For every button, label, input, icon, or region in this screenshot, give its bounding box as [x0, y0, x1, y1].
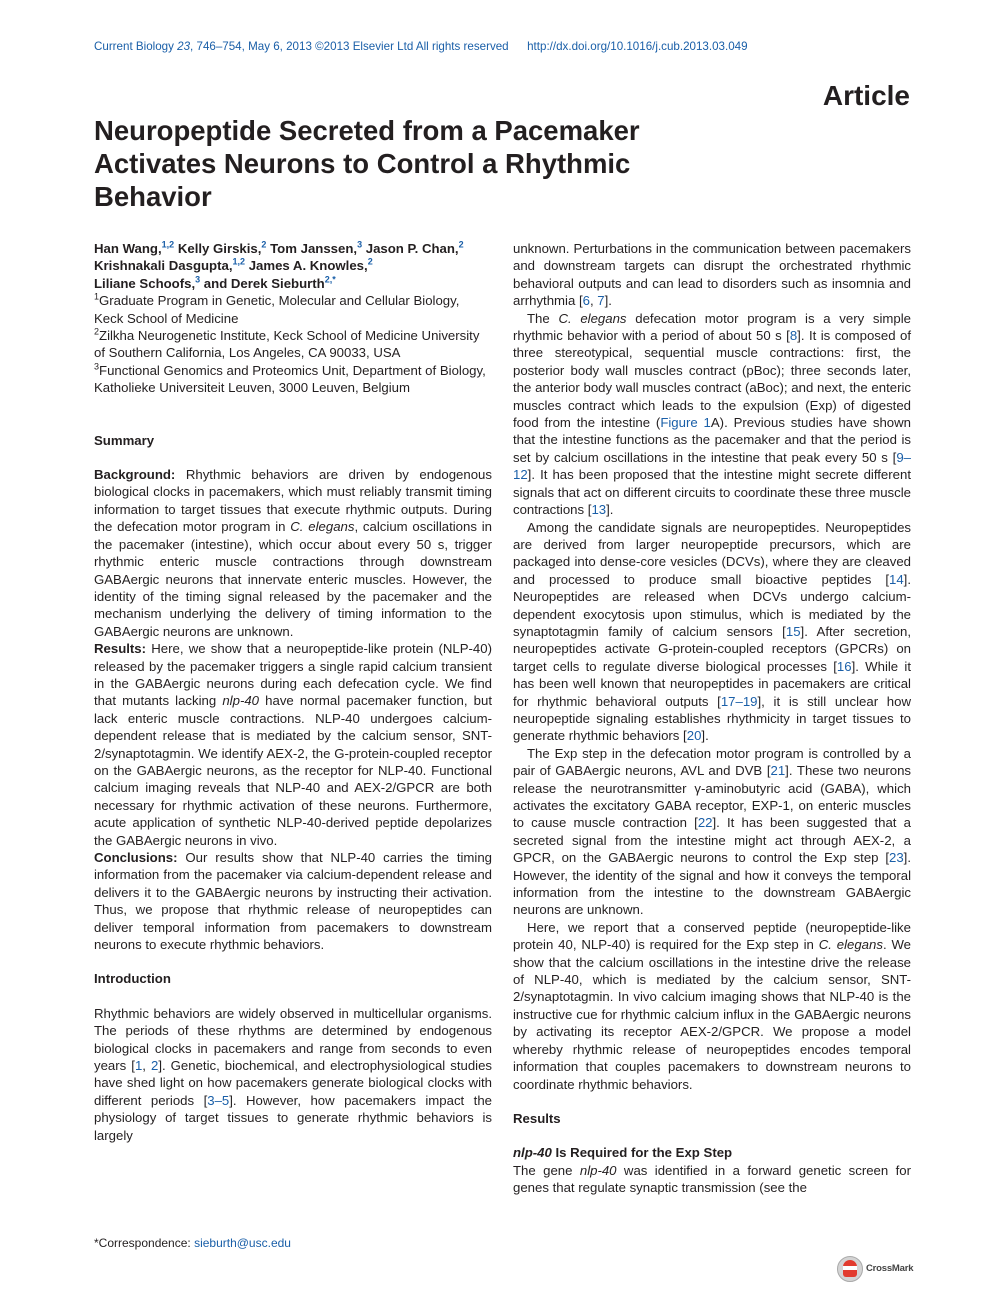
journal-name[interactable]: Current Biology [94, 40, 174, 53]
ref-link[interactable]: 14 [889, 571, 904, 587]
ref-link[interactable]: 20 [686, 728, 702, 744]
author: Kelly Girskis, [174, 241, 262, 256]
crossmark-badge[interactable] [837, 1256, 917, 1282]
journal-volume: 23 [177, 40, 191, 53]
ref-link[interactable]: 3–5 [207, 1092, 230, 1108]
figure-link[interactable]: Figure 1 [660, 415, 711, 431]
correspondence: *Correspondence: sieburth@usc.edu [94, 1236, 291, 1250]
ref-link[interactable]: 22 [697, 815, 713, 831]
affiliation: $^3$Functional Genomics and Proteomics Unit, Department of Biology, Katholieke Universiteit Leuven, 3000 Leuven, Belgium [94, 361, 486, 396]
author: Liliane Schoofs, [94, 275, 196, 291]
body-paragraph: Among the candidate signals are neuropeptides. Neuropeptides are derived from larger neuropeptide precursors, which are packaged into dense-core vesicles (DCVs), where they are cleaved and processed to produce small bioactive peptides [14]. Neuropeptides are released when DCVs undergo calcium-dependent exocytosis upon stimulus, which is mediated by the synaptotagmin family of calcium sensors [15]. After secretion, neuropeptides activate G-protein-coupled receptors (GPCRs) on target cells to regulate diverse biological processes [16]. While it has been well known that neuropeptides in pacemakers are critical for rhythmic behavioral outputs [17–19], it is still unclear how neuropeptide signaling establishes rhythmicity in target tissues to generate rhythmic behaviors [20]. [513, 519, 911, 744]
left-column [94, 240, 492, 1144]
author: Han Wang, [94, 241, 162, 256]
crossmark-label: CrossMark [866, 1263, 914, 1274]
ref-link[interactable]: 8 [789, 328, 798, 344]
author: Tom Janssen, [266, 241, 358, 256]
journal-citation: Current Biology 23, 746–754, May 6, 2013 ©2013 Elsevier Ltd All rights reserved http://dx.doi.org/10.1016/j.cub.2013.03.049 [94, 40, 748, 53]
ref-link[interactable]: 13 [591, 502, 607, 518]
affiliation: $^1$Graduate Program in Genetic, Molecular and Cellular Biology, Keck School of Medicine [94, 291, 460, 326]
ref-link[interactable]: 16 [836, 658, 852, 674]
body-paragraph: Here, we report that a conserved peptide (neuropeptide-like protein 40, NLP-40) is required for the Exp step in C. elegans. We show that the calcium oscillations in the intestine drive the release of NLP-40, which is mediated by the calcium sensor, SNT-2/synaptotagmin. In vivo calcium imaging shows that NLP-40 is the instructive cue for rhythmic calcium influx in the GABAergic neurons by activating its receptor AEX-2/GPCR. We propose a model whereby rhythmic release of neuropeptides encodes temporal information that couples pacemakers to downstream neurons to coordinate rhythmic behaviors. [513, 919, 912, 1092]
article-type-label: Article [822, 80, 910, 111]
introduction-heading: Introduction [94, 971, 171, 987]
copyright: ©2013 Elsevier Ltd All rights reserved [315, 40, 509, 53]
summary-results: Results: Here, we show that a neuropeptide-like protein (NLP-40) released by the pacemaker triggers a single rapid calcium transient in the GABAergic neurons during each defecation cycle. We find that mutants lacking nlp-40 have normal pacemaker function, but lack enteric muscle contractions. NLP-40 undergoes calcium-dependent release that is mediated by the calcium sensor, SNT-2/synaptotagmin. We identify AEX-2, the G-protein-coupled receptor on the GABAergic neurons, as the receptor for NLP-40. Functional calcium imaging reveals that NLP-40 and AEX-2/GPCR are both necessary for rhythmic activation of these neurons. Furthermore, acute application of synthetic NLP-40-derived peptide depolarizes the GABAergic neurons in vivo. [94, 641, 492, 848]
ref-link[interactable]: 2 [150, 1058, 159, 1074]
author: James A. Knowles, [245, 258, 368, 274]
ref-link[interactable]: 1 [134, 1058, 143, 1074]
body-paragraph: The Exp step in the defecation motor program is controlled by a pair of GABAergic neurons, AVL and DVB [21]. These two neurons release the neurotransmitter γ-aminobutyric acid (GABA), which activates the excitatory GABA receptor, EXP-1, on enteric muscles to cause muscle contraction [22]. It has been suggested that a secreted signal from the intestine might act through AEX-2, a GPCR, on the GABAergic neurons to control the Exp step [23]. However, the identity of the signal and how it conveys the temporal information from the intestine to the downstream GABAergic neurons are unknown. [513, 745, 911, 918]
summary-heading: Summary [94, 432, 155, 448]
article-title: Neuropeptide Secreted from a Pacemaker Activates Neurons to Control a Rhythmic Behavior [94, 115, 640, 212]
crossmark-icon [837, 1256, 863, 1282]
ref-link[interactable]: 17–19 [720, 693, 758, 709]
summary-background: Background: Rhythmic behaviors are driven by endogenous biological clocks in pacemakers, which must reliably transmit timing information to target tissues that execute rhythmic outputs. During the defecation motor program in C. elegans, calcium oscillations in the pacemaker (intestine), which occur about every 50 s, trigger rhythmic enteric muscle contractions through downstream GABAergic neurons that innervate enteric muscles. However, the identity of the timing signal released by the pacemaker and the mechanism underlying the delivery of timing information to the GABAergic neurons are unknown. [94, 467, 493, 639]
intro-continued: unknown. Perturbations in the communication between pacemakers and downstream targets can disrupt the orchestrated rhythmic behavioral outputs and can lead to disorders such as insomnia and arrhythmia [6, 7]. [513, 241, 911, 309]
ref-link[interactable]: 6 [582, 293, 590, 309]
ref-link[interactable]: 15 [785, 623, 801, 639]
author-list: Han Wang,$^{1,2}$ Kelly Girskis,$^2$ Tom Janssen,$^3$ Jason P. Chan,$^2$ Krishnakali Dasgupta,$^{1,2}$ James A. Knowles,$^2$ Liliane Schoofs,$^3$ and Derek Sieburth$^{2,*}$ [94, 239, 464, 291]
doi-link[interactable]: http://dx.doi.org/10.1016/j.cub.2013.03.049 [527, 40, 748, 53]
ref-link[interactable]: 23 [889, 850, 904, 866]
author: Krishnakali Dasgupta, [94, 258, 233, 274]
summary-conclusions: Conclusions: Our results show that NLP-40 carries the timing information from the pacemaker via calcium-dependent release and delivers it to the GABAergic neurons by instructing their activation. Thus, we propose that rhythmic release of neuropeptides can deliver temporal information from pacemakers to downstream neurons to execute rhythmic behaviors. [94, 850, 492, 953]
body-paragraph: The C. elegans defecation motor program is a very simple rhythmic behavior with a period of about 50 s [8]. It is composed of three stereotypical, sequential muscle contractions: first, the posterior body wall muscles contract (pBoc); three seconds later, the anterior body wall muscles contract (aBoc); and next, the enteric muscles contract which leads to the expulsion (Exp) of digested food from the intestine (Figure 1A). Previous studies have shown that the intestine functions as the pacemaker and that the period is set by calcium oscillations in the intestine that peak every 50 s [9–12]. It has been proposed that the intestine might secrete different signals that act on different circuits to coordinate these three muscle contractions [13]. [513, 310, 912, 518]
body-paragraph: The gene nlp-40 was identified in a forward genetic screen for genes that regulate synaptic transmission (see the [513, 1162, 912, 1196]
right-column [513, 240, 911, 1197]
ref-link[interactable]: 21 [770, 763, 786, 779]
results-heading: Results [513, 1110, 561, 1126]
journal-date: May 6, 2013 [248, 40, 312, 53]
ref-link[interactable]: 7 [597, 293, 605, 309]
author: and Derek Sieburth [200, 275, 325, 291]
journal-pages: 746–754 [196, 40, 242, 53]
affiliation: $^2$Zilkha Neurogenetic Institute, Keck School of Medicine University of Southern California, Los Angeles, CA 90033, USA [94, 326, 480, 361]
author: Jason P. Chan, [362, 241, 459, 256]
results-subheading: nlp-40 Is Required for the Exp Step [513, 1145, 733, 1161]
ref-link[interactable]: 9–12 [513, 449, 911, 483]
introduction-paragraph: Rhythmic behaviors are widely observed in multicellular organisms. The periods of these rhythms are determined by endogenous biological clocks in pacemakers and range from seconds to even years [1, 2]. Genetic, biochemical, and electrophysiological studies have shed light on how pacemakers generate biological clocks with different periods [3–5]. However, how pacemakers impact the physiology of target tissues to generate rhythmic behaviors is largely [94, 1005, 493, 1143]
email-link[interactable]: sieburth@usc.edu [194, 1236, 291, 1250]
